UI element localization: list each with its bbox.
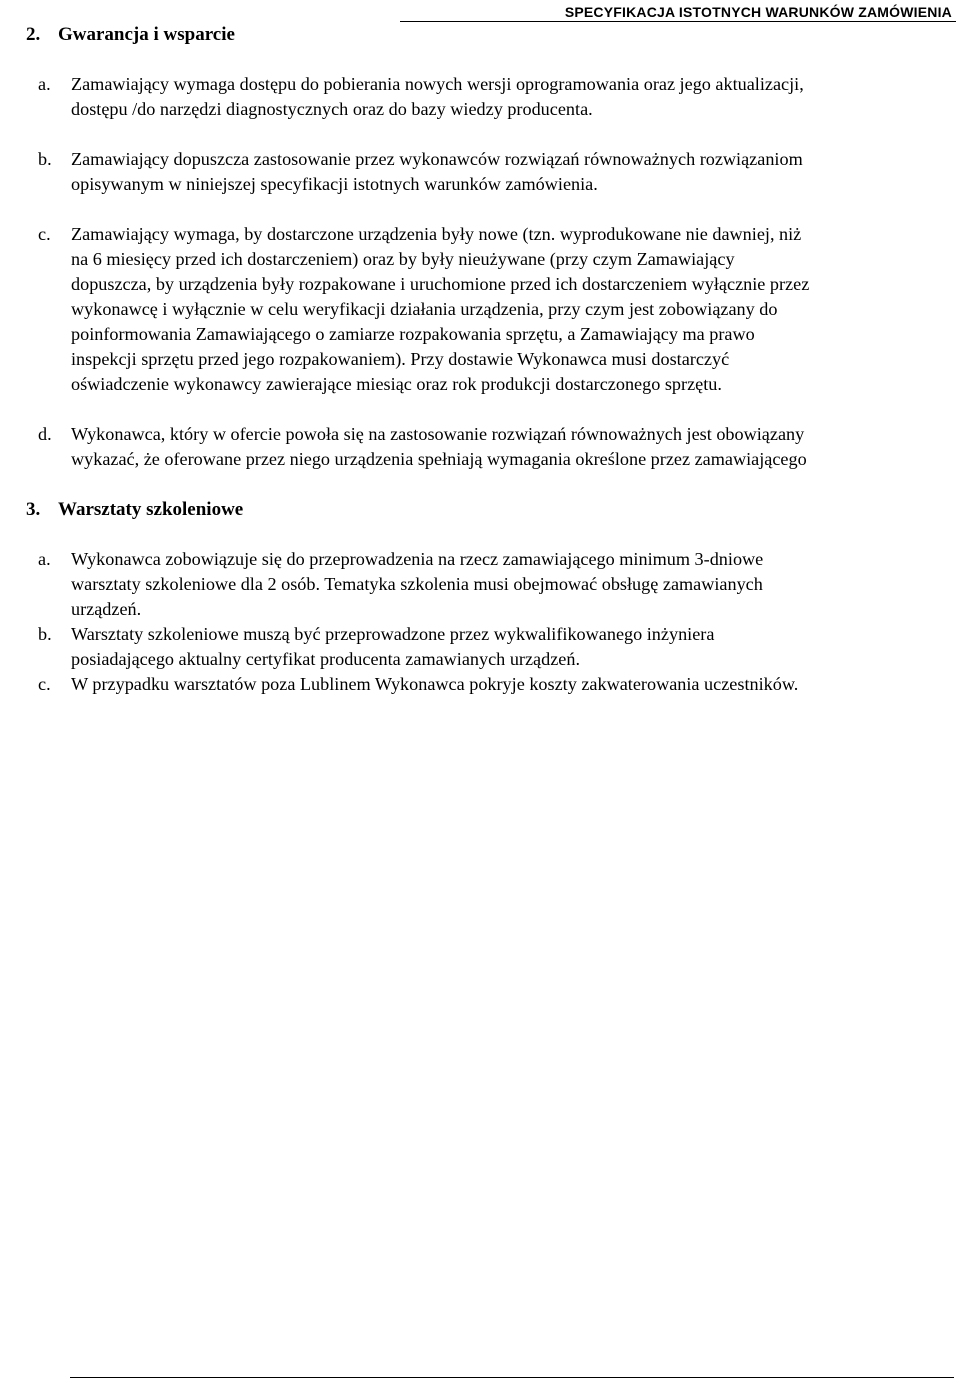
item-line: Zamawiający wymaga dostępu do pobierania nowych wersji oprogramowania oraz jego aktualizacji, bbox=[71, 74, 804, 94]
item-line: dostępu /do narzędzi diagnostycznych oraz do bazy wiedzy producenta. bbox=[71, 99, 593, 119]
section-number: 2. bbox=[26, 24, 41, 45]
header-rule bbox=[400, 21, 956, 22]
item-line: opisywanym w niniejszej specyfikacji istotnych warunków zamówienia. bbox=[71, 174, 598, 194]
item-line: Wykonawca zobowiązuje się do przeprowadzenia na rzecz zamawiającego minimum 3-dniowe bbox=[71, 549, 764, 569]
item-line: Wykonawca, który w ofercie powoła się na zastosowanie rozwiązań równoważnych jest obowiązany bbox=[71, 424, 805, 444]
item-line: urządzeń. bbox=[71, 599, 142, 619]
section-title: Gwarancja i wsparcie bbox=[58, 24, 235, 45]
list-item-3b bbox=[38, 622, 956, 672]
list-item-2d bbox=[38, 422, 956, 472]
item-line: posiadającego aktualny certyfikat producenta zamawianych urządzeń. bbox=[71, 649, 581, 669]
item-line: inspekcji sprzętu przed jego rozpakowaniem). Przy dostawie Wykonawca musi dostarczyć bbox=[71, 349, 730, 369]
item-line: oświadczenie wykonawcy zawierające miesiąc oraz rok produkcji dostarczonego sprzętu. bbox=[71, 374, 722, 394]
item-line: poinformowania Zamawiającego o zamiarze rozpakowania sprzętu, a Zamawiający ma prawo bbox=[71, 324, 755, 344]
item-letter: c. bbox=[38, 674, 51, 694]
running-header: SPECYFIKACJA ISTOTNYCH WARUNKÓW ZAMÓWIENIA bbox=[564, 4, 952, 20]
list-item-3c bbox=[38, 672, 956, 697]
section-number: 3. bbox=[26, 499, 41, 520]
item-line: warsztaty szkoleniowe dla 2 osób. Tematyka szkolenia musi obejmować obsługę zamawianych bbox=[71, 574, 763, 594]
item-letter: b. bbox=[38, 149, 52, 169]
item-line: na 6 miesięcy przed ich dostarczeniem) oraz by były nieużywane (przy czym Zamawiający bbox=[71, 249, 735, 269]
section-heading-3 bbox=[26, 498, 243, 522]
item-letter: b. bbox=[38, 624, 52, 644]
item-letter: a. bbox=[38, 549, 51, 569]
item-line: Zamawiający wymaga, by dostarczone urządzenia były nowe (tzn. wyprodukowane nie dawniej, niż bbox=[71, 224, 802, 244]
list-item-3a bbox=[38, 547, 956, 622]
footer-rule bbox=[70, 1377, 954, 1378]
list-item-2c bbox=[38, 222, 956, 397]
item-line: dopuszcza, by urządzenia były rozpakowane i uruchomione przed ich dostarczeniem wyłącznie przez bbox=[71, 274, 810, 294]
section-heading-2 bbox=[26, 23, 235, 47]
item-letter: a. bbox=[38, 74, 51, 94]
item-line: W przypadku warsztatów poza Lublinem Wykonawca pokryje koszty zakwaterowania uczestników. bbox=[71, 674, 799, 694]
section-title: Warsztaty szkoleniowe bbox=[58, 499, 244, 520]
list-item-2b bbox=[38, 147, 956, 197]
list-item-2a bbox=[38, 72, 956, 122]
item-line: wykonawcę i wyłącznie w celu weryfikacji działania urządzenia, przy czym jest zobowiązany do bbox=[71, 299, 778, 319]
item-line: Zamawiający dopuszcza zastosowanie przez wykonawców rozwiązań równoważnych rozwiązaniom bbox=[71, 149, 803, 169]
item-letter: c. bbox=[38, 224, 51, 244]
item-line: wykazać, że oferowane przez niego urządzenia spełniają wymagania określone przez zamawiającego bbox=[71, 449, 807, 469]
item-letter: d. bbox=[38, 424, 52, 444]
item-line: Warsztaty szkoleniowe muszą być przeprowadzone przez wykwalifikowanego inżyniera bbox=[71, 624, 715, 644]
